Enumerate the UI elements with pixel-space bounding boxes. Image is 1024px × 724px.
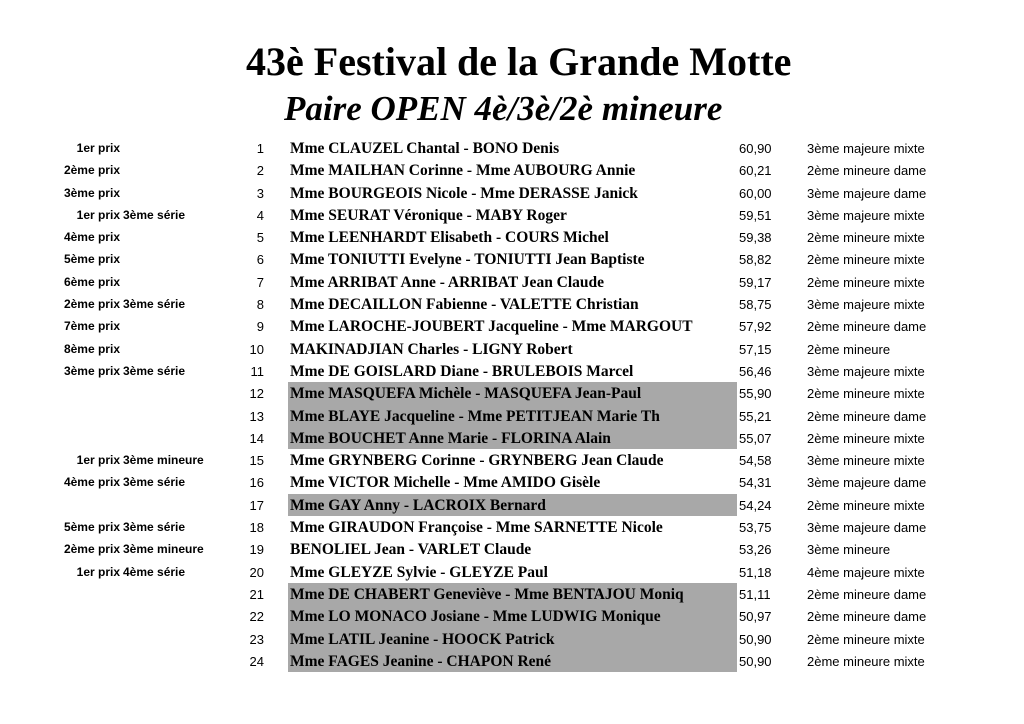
pair-names: Mme SEURAT Véronique - MABY Roger: [290, 206, 567, 224]
result-row: [0, 538, 1024, 560]
pair-names: Mme LEENHARDT Elisabeth - COURS Michel: [290, 229, 609, 247]
result-row: [0, 561, 1024, 583]
pair-names: Mme FAGES Jeanine - CHAPON René: [290, 652, 552, 670]
pair-names: Mme BLAYE Jacqueline - Mme PETITJEAN Marie Th: [290, 407, 660, 425]
result-row: [0, 338, 1024, 360]
score-value: 55,07: [739, 430, 772, 446]
score-value: 58,75: [739, 297, 772, 313]
category-label: 2ème mineure mixte: [807, 252, 925, 268]
score-value: 50,90: [739, 653, 772, 669]
score-value: 60,21: [739, 163, 772, 179]
rank-number: 13: [249, 408, 264, 424]
category-label: 2ème mineure mixte: [807, 430, 925, 446]
serie-prize-label: 3ème série: [123, 520, 186, 535]
category-label: 2ème mineure dame: [807, 319, 927, 335]
category-label: 2ème mineure mixte: [807, 631, 925, 647]
category-label: 2ème mineure mixte: [807, 230, 925, 246]
score-value: 60,90: [739, 141, 772, 156]
result-row: [0, 137, 1024, 159]
category-label: 2ème mineure mixte: [807, 386, 925, 402]
category-label: 2ème mineure dame: [807, 609, 927, 625]
prize-label: 1er prix: [76, 453, 120, 468]
score-value: 60,00: [739, 185, 772, 201]
result-row: [0, 204, 1024, 226]
result-row: [0, 226, 1024, 248]
pair-names: Mme BOUCHET Anne Marie - FLORINA Alain: [290, 429, 611, 447]
pair-names: Mme GAY Anny - LACROIX Bernard: [290, 496, 546, 514]
rank-number: 7: [256, 274, 264, 290]
result-row: [0, 159, 1024, 181]
category-label: 3ème majeure mixte: [807, 363, 925, 379]
pair-names: Mme MASQUEFA Michèle - MASQUEFA Jean-Paul: [290, 385, 642, 403]
result-row: [0, 405, 1024, 427]
category-label: 3ème mineure: [807, 542, 891, 558]
result-row: [0, 516, 1024, 538]
prize-label: [0, 427, 120, 449]
result-row: [0, 650, 1024, 672]
prize-label: 2ème prix: [63, 297, 120, 312]
score-value: 50,97: [739, 609, 772, 625]
pair-names: Mme DE GOISLARD Diane - BRULEBOIS Marcel: [290, 362, 634, 380]
prize-label: [0, 605, 120, 627]
prize-label: 1er prix: [76, 207, 120, 222]
score-value: 58,82: [739, 252, 772, 268]
score-value: 53,75: [739, 520, 772, 536]
category-label: 3ème majeure mixte: [807, 141, 925, 156]
pair-names: Mme GIRAUDON Françoise - Mme SARNETTE Nicole: [290, 519, 663, 537]
serie-prize-label: 3ème mineure: [123, 542, 204, 557]
prize-label: 3ème prix: [63, 185, 120, 200]
score-value: 55,90: [739, 386, 772, 402]
category-label: 2ème mineure dame: [807, 408, 927, 424]
pair-names: Mme LO MONACO Josiane - Mme LUDWIG Monique: [290, 608, 661, 626]
page-subtitle: Paire OPEN 4è/3è/2è mineure: [284, 89, 723, 128]
result-row: [0, 382, 1024, 404]
rank-number: 10: [249, 341, 264, 357]
serie-prize-label: 3ème série: [123, 207, 186, 222]
category-label: 3ème majeure mixte: [807, 297, 925, 313]
category-label: 3ème majeure mixte: [807, 207, 925, 223]
serie-prize-label: 3ème série: [123, 475, 186, 490]
rank-number: 3: [256, 185, 264, 201]
category-label: 2ème mineure: [807, 341, 891, 357]
prize-label: 5ème prix: [63, 252, 120, 267]
rank-number: 9: [256, 319, 264, 335]
prize-label: [0, 650, 120, 672]
serie-prize-label: 4ème série: [123, 564, 186, 579]
prize-label: [0, 583, 120, 605]
rank-number: 14: [249, 430, 264, 446]
rank-number: 4: [256, 207, 264, 223]
result-row: [0, 360, 1024, 382]
prize-label: 3ème prix: [63, 363, 120, 378]
serie-prize-label: 3ème série: [123, 297, 186, 312]
score-value: 57,92: [739, 319, 772, 335]
prize-label: 7ème prix: [63, 319, 120, 334]
prize-label: 4ème prix: [63, 230, 120, 245]
result-row: [0, 583, 1024, 605]
score-value: 54,58: [739, 453, 772, 469]
score-value: 50,90: [739, 631, 772, 647]
pair-names: Mme CLAUZEL Chantal - BONO Denis: [290, 140, 560, 157]
rank-number: 16: [249, 475, 264, 491]
prize-label: 1er prix: [76, 564, 120, 579]
result-row: [0, 182, 1024, 204]
category-label: 3ème mineure mixte: [807, 453, 925, 469]
rank-number: 15: [249, 453, 264, 469]
prize-label: [0, 494, 120, 516]
rank-number: 22: [249, 609, 264, 625]
pair-names: Mme VICTOR Michelle - Mme AMIDO Gisèle: [290, 474, 601, 492]
prize-label: 2ème prix: [63, 542, 120, 557]
score-value: 57,15: [739, 341, 772, 357]
pair-names: Mme DE CHABERT Geneviève - Mme BENTAJOU Moniq: [290, 585, 684, 603]
pair-names: Mme MAILHAN Corinne - Mme AUBOURG Annie: [290, 162, 636, 180]
score-value: 59,38: [739, 230, 772, 246]
prize-label: 4ème prix: [63, 475, 120, 490]
prize-label: [0, 382, 120, 404]
category-label: 2ème mineure mixte: [807, 497, 925, 513]
rank-number: 1: [256, 141, 264, 156]
rank-number: 20: [249, 564, 264, 580]
pair-names: MAKINADJIAN Charles - LIGNY Robert: [290, 340, 573, 358]
pair-names: Mme LATIL Jeanine - HOOCK Patrick: [290, 630, 555, 648]
category-label: 3ème majeure dame: [807, 475, 927, 491]
score-value: 59,17: [739, 274, 772, 290]
prize-label: 2ème prix: [63, 163, 120, 178]
result-row: [0, 605, 1024, 627]
rank-number: 12: [249, 386, 264, 402]
prize-label: 1er prix: [76, 141, 120, 155]
rank-number: 23: [249, 631, 264, 647]
result-row: [0, 293, 1024, 315]
score-value: 51,18: [739, 564, 772, 580]
prize-label: [0, 405, 120, 427]
score-value: 55,21: [739, 408, 772, 424]
pair-names: Mme BOURGEOIS Nicole - Mme DERASSE Janick: [290, 184, 638, 202]
pair-names: Mme ARRIBAT Anne - ARRIBAT Jean Claude: [290, 273, 605, 291]
rank-number: 5: [256, 230, 264, 246]
result-row: [0, 315, 1024, 337]
serie-prize-label: 3ème série: [123, 363, 186, 378]
pair-names: Mme DECAILLON Fabienne - VALETTE Christian: [290, 296, 639, 314]
rank-number: 17: [249, 497, 264, 513]
prize-label: 6ème prix: [63, 274, 120, 289]
result-row: [0, 449, 1024, 471]
pair-names: BENOLIEL Jean - VARLET Claude: [290, 541, 532, 559]
category-label: 4ème majeure mixte: [807, 564, 925, 580]
rank-number: 6: [256, 252, 264, 268]
score-value: 51,11: [739, 586, 771, 602]
pair-names: Mme GLEYZE Sylvie - GLEYZE Paul: [290, 563, 548, 581]
page-title: 43è Festival de la Grande Motte: [246, 39, 792, 84]
result-row: [0, 494, 1024, 516]
rank-number: 19: [249, 542, 264, 558]
prize-label: [0, 628, 120, 650]
rank-number: 11: [250, 363, 264, 379]
score-value: 53,26: [739, 542, 772, 558]
pair-names: Mme TONIUTTI Evelyne - TONIUTTI Jean Baptiste: [290, 251, 645, 269]
category-label: 2ème mineure dame: [807, 163, 927, 179]
prize-label: 8ème prix: [63, 341, 120, 356]
pair-names: Mme LAROCHE-JOUBERT Jacqueline - Mme MARGOUT: [290, 318, 693, 336]
pair-names: Mme GRYNBERG Corinne - GRYNBERG Jean Claude: [290, 452, 664, 470]
category-label: 2ème mineure dame: [807, 586, 927, 602]
score-value: 59,51: [739, 207, 772, 223]
result-row: [0, 271, 1024, 293]
prize-label: 5ème prix: [63, 520, 120, 535]
result-row: [0, 427, 1024, 449]
result-row: [0, 471, 1024, 493]
score-value: 56,46: [739, 363, 772, 379]
result-row: [0, 628, 1024, 650]
category-label: 3ème majeure dame: [807, 185, 927, 201]
rank-number: 21: [249, 586, 264, 602]
serie-prize-label: 3ème mineure: [123, 453, 204, 468]
score-value: 54,24: [739, 497, 772, 513]
result-row: [0, 248, 1024, 270]
rank-number: 8: [256, 297, 264, 313]
rank-number: 18: [249, 520, 264, 536]
rank-number: 24: [249, 653, 264, 669]
score-value: 54,31: [739, 475, 772, 491]
rank-number: 2: [256, 163, 264, 179]
results-table: [0, 137, 1024, 672]
category-label: 3ème majeure dame: [807, 520, 927, 536]
category-label: 2ème mineure mixte: [807, 653, 925, 669]
category-label: 2ème mineure mixte: [807, 274, 925, 290]
